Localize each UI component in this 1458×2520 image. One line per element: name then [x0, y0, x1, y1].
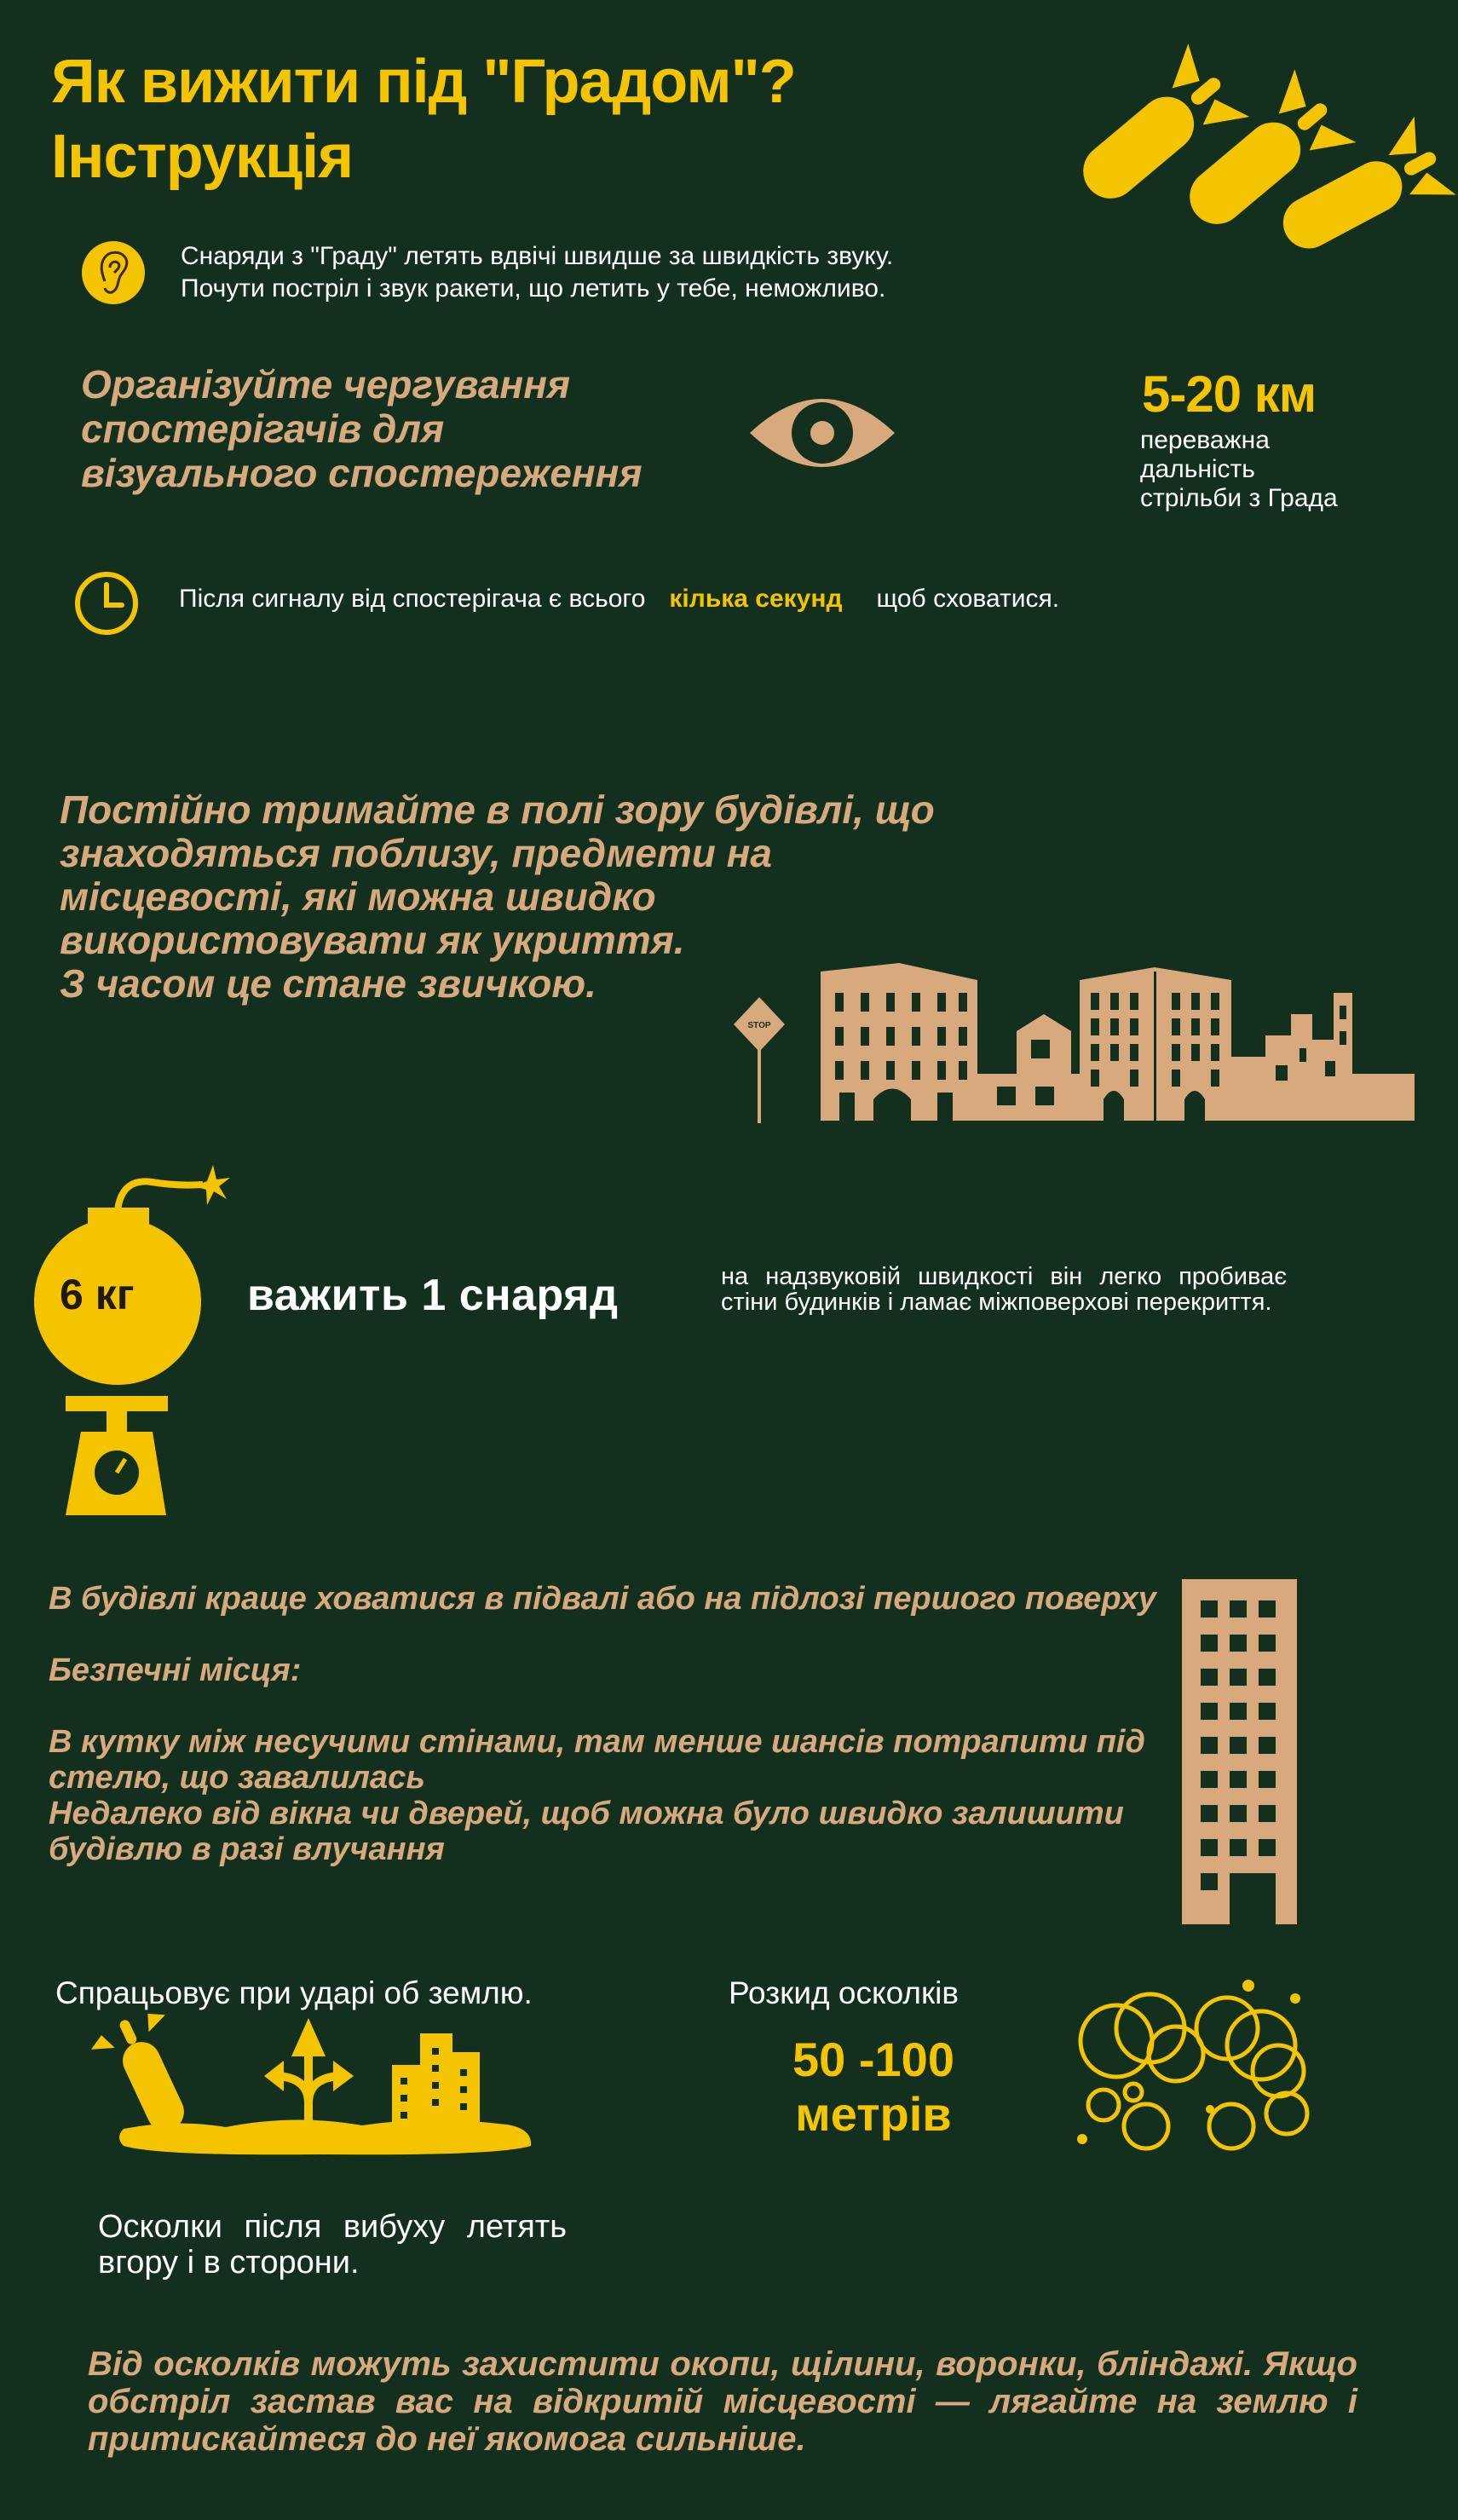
title-line-1: Як вижити під "Градом"? — [51, 48, 796, 116]
projectile-description: на надзвуковій швидкості він легко пробиває стіни будинків і ламає міжповерхові перекриття. — [721, 1263, 1287, 1316]
firing-range-caption: переважна дальність стрільби з Града — [1140, 426, 1338, 512]
shelter-intro: В будівлі краще ховатися в підвалі або на підлозі першого поверху — [49, 1581, 1156, 1617]
eye-icon — [746, 382, 899, 484]
shelter-item-2: Недалеко від вікна чи дверей, щоб можна було швидко залишити будівлю в разі влучання — [49, 1796, 1124, 1867]
observers-heading: Організуйте чергування спостерігачів для візуального спостереження — [81, 362, 643, 495]
signal-highlight: кілька секунд — [669, 585, 843, 613]
cover-advice-text: Постійно тримайте в полі зору будівлі, що знаходяться поблизу, предмети на місцевості, які можна швидко використовувати як укриття. З часом це стане звичкою. — [60, 787, 935, 1006]
apartment-building-icon — [1182, 1579, 1301, 1924]
sound-speed-text: Снаряди з "Граду" летять вдвічі швидше за швидкість звуку. Почути постріл і звук ракети, що летить у тебе, неможливо. — [181, 242, 894, 303]
scale-icon — [64, 1396, 175, 1515]
scatter-range-value: 50 -100 метрів — [792, 2033, 954, 2141]
ear-icon — [79, 239, 147, 307]
impact-explosion-icon — [107, 2018, 541, 2154]
rockets-icon — [1057, 26, 1440, 247]
page-title — [51, 44, 796, 194]
scatter-title: Розкид осколків — [729, 1975, 960, 2010]
signal-text: Після сигналу від спостерігача є всього кілька секунд щоб сховатися. — [179, 585, 1060, 613]
title-line-2: Інструкція — [51, 123, 354, 191]
clock-icon — [72, 569, 141, 637]
svg-text:STOP: STOP — [747, 1021, 771, 1030]
shelter-item-1: В кутку між несучими стінами, там менше шансів потрапити під стелю, що завалилась — [49, 1724, 1145, 1796]
projectile-weight-label: важить 1 снаряд — [247, 1271, 619, 1320]
protection-advice: Від осколків можуть захистити окопи, щілини, воронки, бліндажі. Якщо обстріл застав вас на відкритій місцевості — лягайте на землю і притискайтеся до неї якомога сильніше. — [88, 2345, 1357, 2458]
smoke-cloud-icon — [1065, 1977, 1346, 2156]
impact-caption: Осколки після вибуху летять вгору і в сторони. — [98, 2209, 567, 2281]
shelter-advice — [49, 1581, 1190, 1867]
shelter-heading: Безпечні місця: — [49, 1652, 302, 1688]
firing-range-value: 5-20 км — [1142, 366, 1317, 423]
city-skyline-icon — [746, 946, 1427, 1125]
impact-title: Спрацьовує при ударі об землю. — [55, 1975, 533, 2010]
projectile-weight-value: 6 кг — [60, 1271, 135, 1318]
